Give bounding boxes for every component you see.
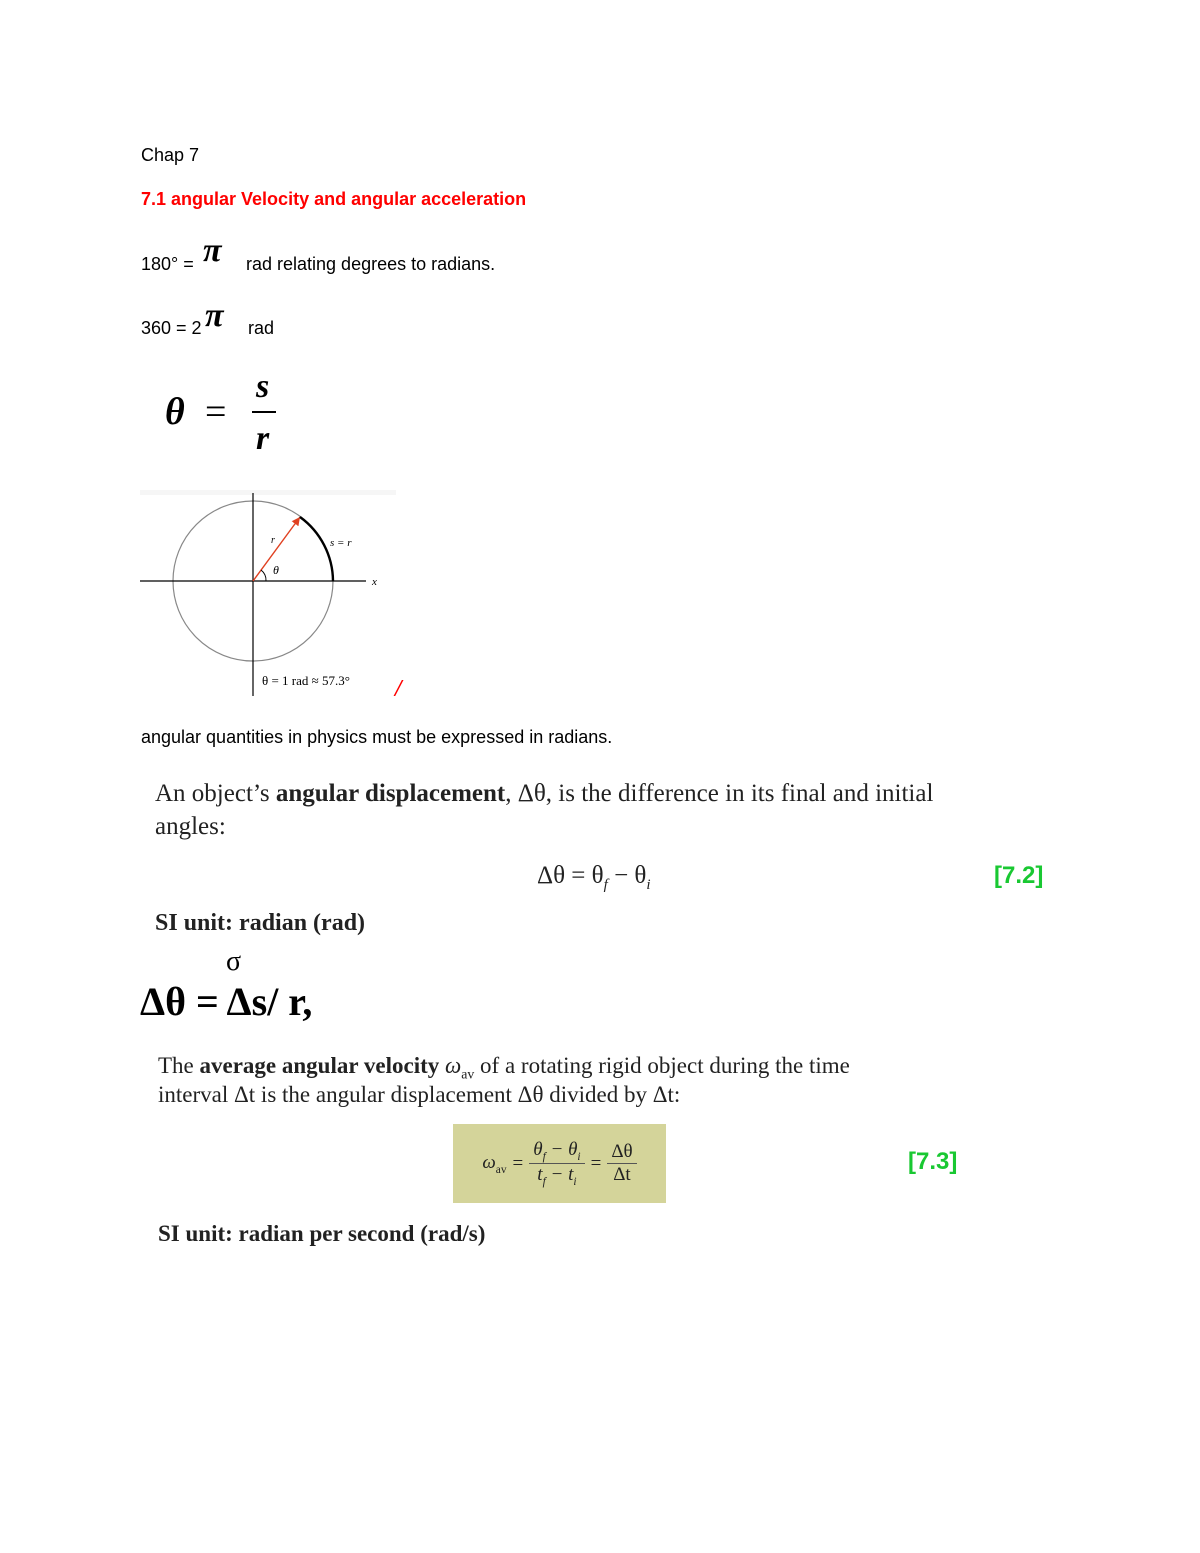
equation-number-7-2: [7.2]	[994, 862, 1044, 889]
displacement-sub-i: i	[646, 877, 651, 893]
arc-s	[300, 517, 333, 581]
box-frac1-den: $t_f - t_i$	[537, 1164, 577, 1188]
label-theta: θ	[273, 563, 279, 577]
diagram-top-shade	[140, 490, 396, 495]
box-eq1: =	[512, 1152, 524, 1174]
arc-relation-formula: Δθ = Δs/ r,	[140, 979, 313, 1024]
theta-formula-bar	[252, 411, 276, 413]
displacement-text-line1	[155, 780, 933, 808]
diagram-caption: θ = 1 rad ≈ 57.3°	[262, 673, 350, 688]
velocity-symbol-sub: av	[461, 1066, 475, 1082]
chapter-title: Chap 7	[141, 145, 200, 165]
label-x: x	[372, 576, 377, 588]
pi-symbol: π	[203, 232, 222, 269]
theta-formula-numerator: s	[256, 368, 270, 405]
displacement-text-before: An object’s	[155, 780, 276, 807]
velocity-text-2: of a rotating rigid object during the time	[474, 1053, 850, 1078]
si-unit-radian-per-second: SI unit: radian per second (rad/s)	[158, 1221, 486, 1246]
arc-relation-mark: σ	[226, 946, 242, 977]
label-r: r	[271, 535, 275, 546]
box-fraction-2	[607, 1141, 636, 1186]
radians-note: angular quantities in physics must be expressed in radians.	[141, 727, 613, 747]
displacement-equation	[537, 862, 651, 894]
label-s-eq-r: s = r	[330, 537, 352, 549]
average-angular-velocity-formula-box	[453, 1124, 666, 1203]
angle-arc	[261, 570, 266, 581]
conversion-180-left: 180° =	[141, 254, 194, 274]
displacement-term: angular displacement	[275, 780, 506, 807]
displacement-text-line2: angles:	[155, 813, 226, 840]
box-lhs: $\omega_{av}$	[482, 1151, 507, 1176]
velocity-text-line2: interval Δt is the angular displacement Δθ divided by Δt:	[158, 1082, 681, 1107]
si-unit-radian: SI unit: radian (rad)	[155, 910, 366, 936]
box-frac2-num: Δθ	[611, 1141, 633, 1162]
theta-formula-lhs: θ	[165, 391, 185, 433]
displacement-sub-f: f	[603, 877, 608, 893]
conversion-360-right: rad	[248, 318, 275, 338]
velocity-term: average angular velocity	[199, 1053, 440, 1078]
velocity-text-1: The	[158, 1053, 200, 1078]
displacement-eq-lhs: Δθ = θ	[537, 862, 604, 889]
pi-symbol-2: π	[205, 297, 224, 334]
theta-formula-denominator: r	[256, 420, 270, 457]
displacement-eq-mid: − θ	[607, 862, 647, 889]
equation-number-7-3: [7.3]	[908, 1148, 958, 1175]
box-frac2-den: Δt	[613, 1164, 631, 1185]
radian-diagram	[140, 490, 400, 700]
conversion-180-right: rad relating degrees to radians.	[246, 254, 496, 274]
red-slash-mark: /	[395, 676, 402, 702]
displacement-text-mid: , Δθ, is the difference in its final and initial	[505, 780, 934, 807]
box-eq2: =	[590, 1152, 602, 1174]
box-frac1-num: $\theta_f - \theta_i$	[533, 1139, 581, 1163]
section-heading: 7.1 angular Velocity and angular acceleration	[141, 189, 527, 209]
conversion-line-180	[141, 254, 194, 275]
velocity-text-line1	[158, 1053, 850, 1083]
box-fraction-1	[529, 1139, 584, 1188]
conversion-360-left: 360 = 2	[141, 318, 202, 338]
velocity-symbol: ω	[439, 1053, 462, 1078]
theta-formula-equals: =	[205, 391, 227, 433]
